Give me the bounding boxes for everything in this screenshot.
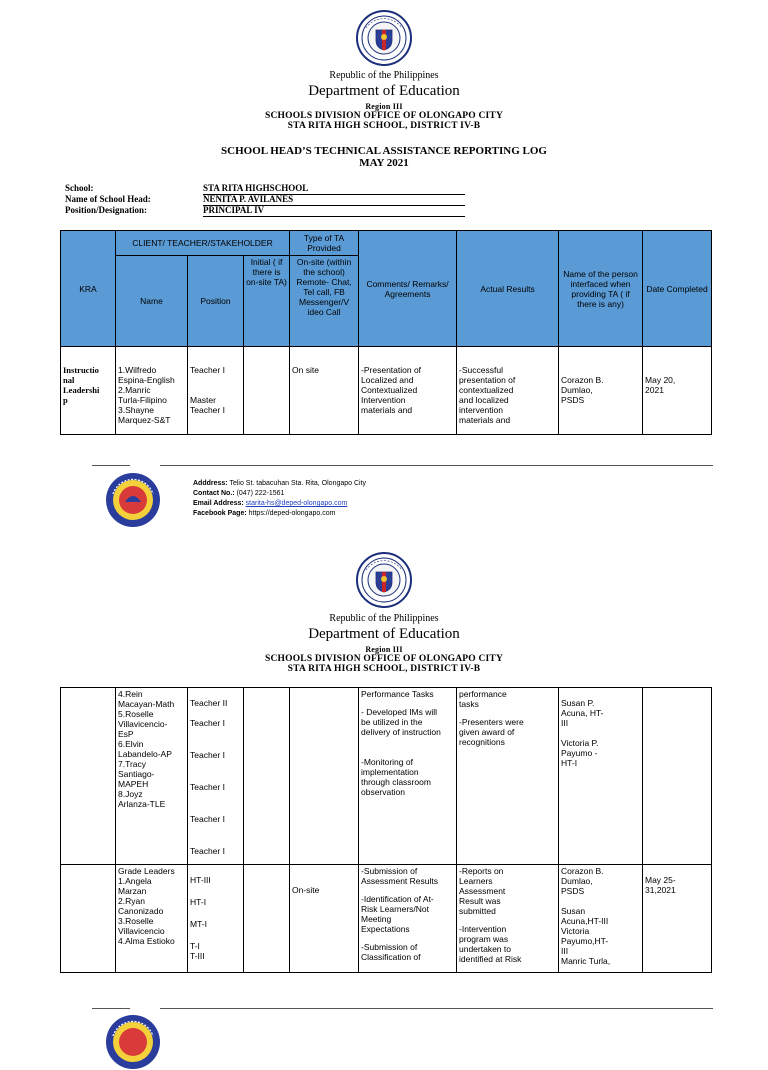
department-title: Department of Education: [308, 626, 460, 642]
school-text: STA RITA HIGH SCHOOL, DISTRICT IV-B: [287, 121, 481, 131]
name-cell: 1.Wilfredo Espina-English 2.Manric Turla-Filipino 3.Shayne Marquez-S&T: [116, 347, 188, 435]
date-cell: May 20, 2021: [643, 347, 712, 435]
region-text: Region III: [365, 102, 403, 111]
facebook-label: Facebook Page:: [193, 510, 247, 517]
republic-text: Republic of the Philippines: [329, 613, 439, 624]
deped-seal-icon: [356, 552, 412, 608]
person-cell: Corazon B. Dumlao, PSDS: [559, 347, 643, 435]
header-actual-results: Actual Results: [457, 231, 559, 347]
name-cell: 4.Rein Macayan-Math 5.Roselle Villavicencio- EsP 6.Elvin Labandelo-AP 7.Tracy Santiago- MAPEH 8.Joyz Arlanza-TLE: [116, 688, 188, 865]
table-row: [61, 865, 712, 973]
actual-cell: performance tasks -Presenters were given award of recognitions: [457, 688, 559, 865]
department-title: Department of Education: [308, 83, 460, 99]
initial-cell: [244, 688, 290, 865]
deped-seal-icon: [356, 10, 412, 66]
report-title-line1: SCHOOL HEAD’S TECHNICAL ASSISTANCE REPORTING LOG: [221, 145, 547, 157]
header-type-ta: Type of TA Provided: [290, 231, 359, 256]
footer-rule-short: [92, 465, 130, 466]
header-client: CLIENT/ TEACHER/STAKEHOLDER: [116, 231, 290, 256]
position-cell: HT-III HT-I MT-I T-I T-III: [188, 865, 244, 973]
email-label: Email Address:: [193, 500, 244, 507]
republic-text: Republic of the Philippines: [329, 70, 439, 81]
comments-cell: Performance Tasks - Developed IMs will be utilized in the delivery of instruction -Monitoring of implementation through classroom observation: [359, 688, 457, 865]
contact-value: (047) 222-1561: [236, 490, 285, 497]
address-label: Adddress:: [193, 480, 228, 487]
type-cell: On-site: [290, 865, 359, 973]
position-value: PRINCIPAL IV: [203, 205, 465, 217]
school-text: STA RITA HIGH SCHOOL, DISTRICT IV-B: [287, 664, 481, 674]
person-cell: Susan P. Acuna, HT- III Victoria P. Payumo - HT-I: [559, 688, 643, 865]
footer-rule-short: [92, 1008, 130, 1009]
region-text: Region III: [365, 645, 403, 654]
date-cell: May 25- 31,2021: [643, 865, 712, 973]
head-value: NENITA P. AVILANES: [203, 194, 465, 206]
ta-log-table: [60, 230, 712, 435]
header-initial: Initial ( if there is on-site TA): [244, 256, 290, 347]
table-row: [61, 688, 712, 865]
header-name: Name: [116, 256, 188, 347]
actual-cell: -Successful presentation of contextualized and localized intervention materials and: [457, 347, 559, 435]
report-title-line2: MAY 2021: [359, 157, 409, 169]
email-link[interactable]: starita-hs@deped-olongapo.com: [245, 500, 348, 507]
type-cell: On site: [290, 347, 359, 435]
comments-cell: -Presentation of Localized and Contextualized Intervention materials and: [359, 347, 457, 435]
school-logo-icon: [105, 472, 161, 528]
initial-cell: [244, 347, 290, 435]
school-value: STA RITA HIGHSCHOOL: [203, 183, 465, 195]
position-cell: Teacher I Master Teacher I: [188, 347, 244, 435]
table-row: [61, 347, 712, 435]
position-label: Position/Designation:: [65, 205, 148, 215]
kra-cell: [61, 865, 116, 973]
footer-rule-long: [160, 1008, 713, 1009]
header-kra: KRA: [61, 231, 116, 347]
kra-cell: Instructio nal Leadershi p: [61, 347, 116, 435]
kra-cell: [61, 688, 116, 865]
type-cell: [290, 688, 359, 865]
actual-cell: -Reports on Learners Assessment Result was submitted -Intervention program was undertaken to identified at Risk: [457, 865, 559, 973]
comments-cell: -Submission of Assessment Results -Identification of At- Risk Learners/Not Meeting Expectations -Submission of Classification of: [359, 865, 457, 973]
division-text: SCHOOLS DIVISION OFFICE OF OLONGAPO CITY: [264, 111, 504, 121]
footer-rule-long: [160, 465, 713, 466]
report-title: [0, 145, 768, 169]
school-label: School:: [65, 183, 94, 193]
person-cell: Corazon B. Dumlao, PSDS Susan Acuna,HT-III Victoria Payumo,HT- III Manric Turla,: [559, 865, 643, 973]
head-label: Name of School Head:: [65, 194, 151, 204]
division-text: SCHOOLS DIVISION OFFICE OF OLONGAPO CITY: [264, 654, 504, 664]
header-comments: Comments/ Remarks/ Agreements: [359, 231, 457, 347]
name-cell: Grade Leaders 1.Angela Marzan 2.Ryan Canonizado 3.Roselle Villavicencio 4.Alma Estioko: [116, 865, 188, 973]
contact-label: Contact No.:: [193, 490, 235, 497]
position-cell: Teacher II Teacher I Teacher I Teacher I Teacher I Teacher I: [188, 688, 244, 865]
address-value: Telio St. tabacuhan Sta. Rita, Olongapo City: [229, 480, 367, 487]
header-person-interfaced: Name of the person interfaced when providing TA ( if there is any): [559, 231, 643, 347]
header-position: Position: [188, 256, 244, 347]
header-date-completed: Date Completed: [643, 231, 712, 347]
initial-cell: [244, 865, 290, 973]
header-onsite: On-site (within the school) Remote- Chat, Tel call, FB Messenger/V ideo Call: [290, 256, 359, 347]
date-cell: [643, 688, 712, 865]
school-logo-icon: [105, 1014, 161, 1070]
ta-log-table-continued: [60, 687, 712, 973]
facebook-value: https://deped-olongapo.com: [248, 510, 336, 517]
footer-contact: [193, 479, 366, 519]
